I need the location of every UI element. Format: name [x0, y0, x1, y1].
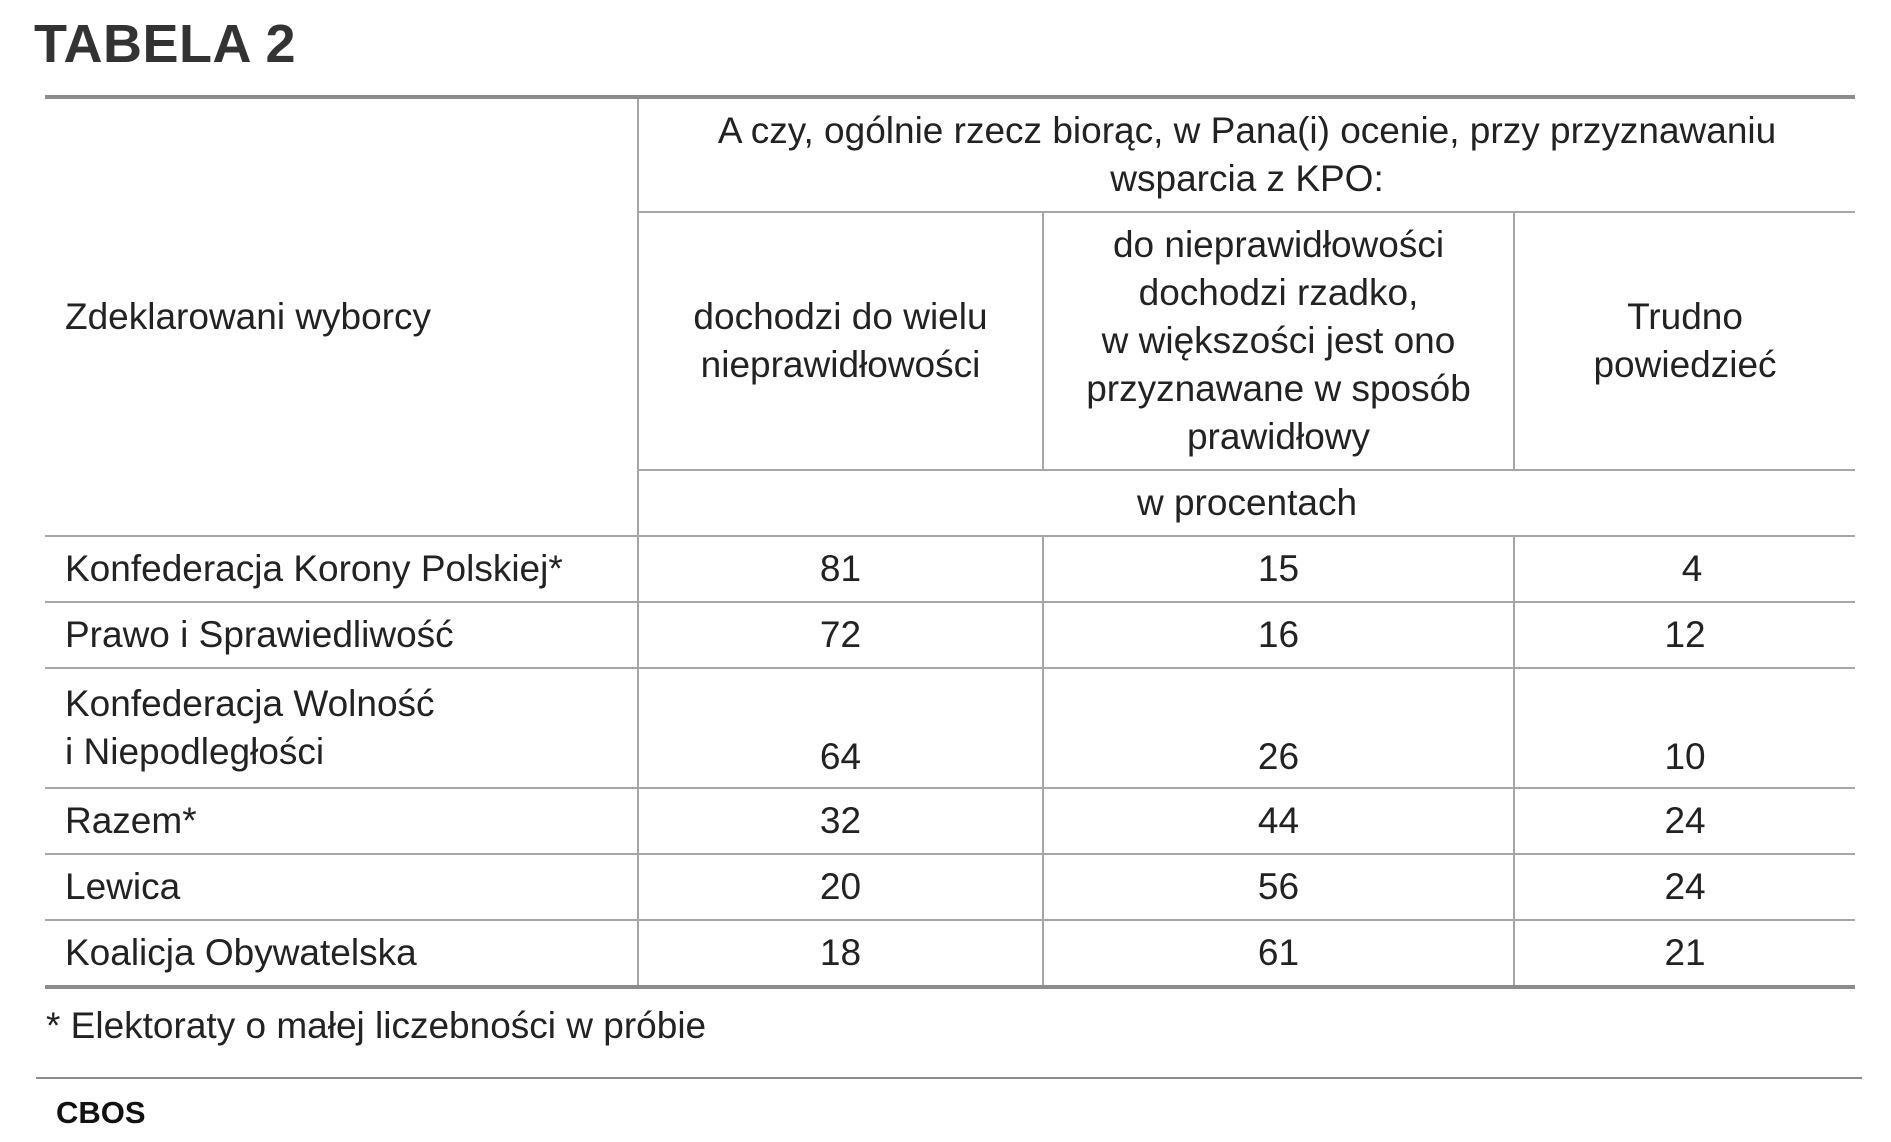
value-many-irregularities: 72 — [638, 602, 1043, 668]
value-many-irregularities: 81 — [638, 536, 1043, 602]
results-table — [45, 95, 1855, 989]
table-row — [45, 854, 1855, 920]
row-header-cell — [45, 97, 638, 536]
column-header-line: powiedzieć — [1593, 344, 1777, 385]
value-rare-irregularities: 61 — [1043, 920, 1514, 987]
value-hard-to-say: 12 — [1514, 602, 1855, 668]
value-hard-to-say: 24 — [1514, 854, 1855, 920]
row-label: Prawo i Sprawiedliwość — [45, 602, 638, 668]
column-header-line: dochodzi rzadko, — [1138, 272, 1419, 313]
table-row — [45, 788, 1855, 854]
column-header-hard-to-say — [1514, 212, 1855, 470]
table-title: TABELA 2 — [34, 14, 297, 74]
column-header-rare-irregularities — [1043, 212, 1514, 470]
column-header-line: przyznawane w sposób — [1086, 368, 1471, 409]
value-many-irregularities: 18 — [638, 920, 1043, 987]
header-row-question — [45, 97, 1855, 212]
column-header-line: nieprawidłowości — [700, 344, 981, 385]
value-rare-irregularities: 16 — [1043, 602, 1514, 668]
column-header-line: prawidłowy — [1186, 416, 1370, 457]
source-label: CBOS — [56, 1095, 146, 1130]
value-hard-to-say: 21 — [1514, 920, 1855, 987]
value-many-irregularities: 32 — [638, 788, 1043, 854]
row-label-line: i Niepodległości — [65, 731, 325, 772]
value-hard-to-say: 24 — [1514, 788, 1855, 854]
row-label-line: Konfederacja Wolność — [65, 683, 435, 724]
question-line-1: A czy, ogólnie rzecz biorąc, w Pana(i) ocenie, przy przyznawaniu — [717, 110, 1777, 151]
table-row — [45, 536, 1855, 602]
question-header — [638, 97, 1855, 212]
value-many-irregularities: 20 — [638, 854, 1043, 920]
value-hard-to-say: 10 — [1514, 668, 1855, 788]
column-header-line: w większości jest ono — [1101, 320, 1456, 361]
value-rare-irregularities: 56 — [1043, 854, 1514, 920]
row-label: Konfederacja Korony Polskiej* — [45, 536, 638, 602]
column-header-line: dochodzi do wielu — [693, 296, 988, 337]
row-label: Razem* — [45, 788, 638, 854]
row-label: Lewica — [45, 854, 638, 920]
row-label — [45, 668, 638, 788]
column-header-line: do nieprawidłowości — [1112, 224, 1445, 265]
row-header-label: Zdeklarowani wyborcy — [65, 296, 432, 337]
table-row — [45, 602, 1855, 668]
question-line-2: wsparcia z KPO: — [1110, 158, 1384, 199]
table-row — [45, 668, 1855, 788]
column-header-many-irregularities — [638, 212, 1043, 470]
divider — [36, 1077, 1862, 1079]
value-hard-to-say: 4 — [1514, 536, 1855, 602]
value-many-irregularities: 64 — [638, 668, 1043, 788]
value-rare-irregularities: 44 — [1043, 788, 1514, 854]
column-header-line: Trudno — [1627, 296, 1743, 337]
unit-label: w procentach — [638, 470, 1855, 536]
value-rare-irregularities: 15 — [1043, 536, 1514, 602]
row-label: Koalicja Obywatelska — [45, 920, 638, 987]
footnote: * Elektoraty o małej liczebności w próbie — [46, 1005, 707, 1046]
value-rare-irregularities: 26 — [1043, 668, 1514, 788]
table-row — [45, 920, 1855, 987]
